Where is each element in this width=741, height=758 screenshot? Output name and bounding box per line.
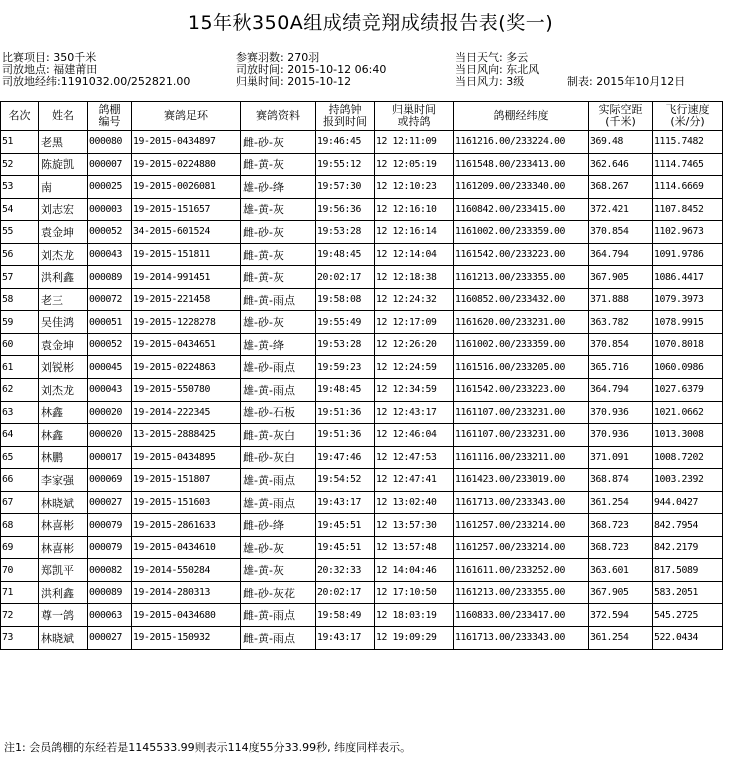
table-row [1, 153, 723, 176]
cell-name: 林喜彬 [39, 536, 88, 559]
cell-rank: 59 [1, 311, 39, 334]
cell-loft-coordinates: 1161002.00/233359.00 [454, 221, 589, 244]
cell-speed: 1115.7482 [653, 131, 723, 154]
release-coordinates: 司放地经纬:1191032.00/252821.00 [2, 75, 191, 88]
cell-loft-id: 000025 [88, 176, 132, 199]
cell-speed: 1107.8452 [653, 198, 723, 221]
cell-ring-number: 19-2015-0434610 [132, 536, 241, 559]
cell-arrival-time: 12 12:17:09 [375, 311, 454, 334]
cell-ring-number: 19-2015-0434897 [132, 131, 241, 154]
table-row [1, 401, 723, 424]
cell-loft-coordinates: 1161116.00/233211.00 [454, 446, 589, 469]
cell-loft-id: 000052 [88, 221, 132, 244]
cell-loft-id: 000051 [88, 311, 132, 334]
header-name-line: 姓名 [52, 109, 74, 122]
cell-ring-number: 19-2014-991451 [132, 266, 241, 289]
cell-speed: 1078.9915 [653, 311, 723, 334]
cell-ring-number: 19-2014-280313 [132, 581, 241, 604]
cell-arrival-time: 12 12:18:38 [375, 266, 454, 289]
info-right [455, 52, 539, 88]
cell-name: 袁金坤 [39, 333, 88, 356]
cell-clock-time: 19:47:46 [316, 446, 375, 469]
cell-rank: 64 [1, 424, 39, 447]
cell-rank: 67 [1, 491, 39, 514]
cell-clock-time: 19:53:28 [316, 333, 375, 356]
cell-clock-time: 19:57:30 [316, 176, 375, 199]
cell-loft-coordinates: 1161548.00/233413.00 [454, 153, 589, 176]
table-row [1, 176, 723, 199]
cell-loft-coordinates: 1160833.00/233417.00 [454, 604, 589, 627]
cell-bird-info: 雄-黄-灰 [241, 198, 316, 221]
cell-clock-time: 20:32:33 [316, 559, 375, 582]
cell-loft-id: 000069 [88, 469, 132, 492]
cell-loft-id: 000020 [88, 401, 132, 424]
cell-distance: 368.723 [589, 514, 653, 537]
cell-distance: 361.254 [589, 491, 653, 514]
table-row [1, 469, 723, 492]
cell-name: 刘杰龙 [39, 243, 88, 266]
cell-arrival-time: 12 13:57:30 [375, 514, 454, 537]
cell-bird-info: 雌-黄-灰 [241, 266, 316, 289]
cell-loft-id: 000080 [88, 131, 132, 154]
cell-bird-info: 雄-砂-绛 [241, 176, 316, 199]
cell-loft-id: 000027 [88, 627, 132, 650]
cell-rank: 51 [1, 131, 39, 154]
cell-bird-info: 雌-砂-灰白 [241, 446, 316, 469]
race-distance: 比赛项目: 350千米 [2, 51, 97, 64]
cell-distance: 371.091 [589, 446, 653, 469]
cell-speed: 944.0427 [653, 491, 723, 514]
cell-ring-number: 19-2015-1228278 [132, 311, 241, 334]
header-arrival-time-line: 或持鸽 [397, 115, 431, 128]
cell-rank: 70 [1, 559, 39, 582]
cell-ring-number: 19-2015-151807 [132, 469, 241, 492]
cell-clock-time: 19:56:36 [316, 198, 375, 221]
wind-force: 当日风力: 3级 [455, 75, 525, 88]
cell-speed: 1102.9673 [653, 221, 723, 244]
cell-distance: 368.723 [589, 536, 653, 559]
cell-speed: 1013.3008 [653, 424, 723, 447]
cell-distance: 368.874 [589, 469, 653, 492]
cell-speed: 1060.0986 [653, 356, 723, 379]
header-speed [653, 102, 723, 131]
cell-clock-time: 19:48:45 [316, 379, 375, 402]
cell-ring-number: 19-2015-550780 [132, 379, 241, 402]
cell-bird-info: 雄-黄-绛 [241, 333, 316, 356]
cell-distance: 370.854 [589, 221, 653, 244]
cell-speed: 1070.8018 [653, 333, 723, 356]
release-time: 司放时间: 2015-10-12 06:40 [236, 63, 387, 76]
header-rank-line: 名次 [8, 109, 31, 122]
cell-speed: 1114.7465 [653, 153, 723, 176]
cell-arrival-time: 12 12:46:04 [375, 424, 454, 447]
cell-name: 陈旋凯 [39, 153, 88, 176]
cell-arrival-time: 12 12:05:19 [375, 153, 454, 176]
cell-arrival-time: 12 12:47:53 [375, 446, 454, 469]
cell-clock-time: 19:58:49 [316, 604, 375, 627]
cell-ring-number: 19-2015-0434895 [132, 446, 241, 469]
cell-name: 南 [39, 176, 88, 199]
cell-loft-coordinates: 1161620.00/233231.00 [454, 311, 589, 334]
cell-loft-id: 000089 [88, 266, 132, 289]
table-row [1, 536, 723, 559]
entry-count: 参赛羽数: 270羽 [236, 51, 320, 64]
table-body [1, 131, 723, 650]
cell-clock-time: 19:45:51 [316, 514, 375, 537]
cell-ring-number: 19-2015-221458 [132, 288, 241, 311]
cell-loft-id: 000020 [88, 424, 132, 447]
header-loft-id-line: 编号 [98, 115, 121, 128]
cell-rank: 65 [1, 446, 39, 469]
cell-rank: 66 [1, 469, 39, 492]
weather: 当日天气: 多云 [455, 51, 529, 64]
cell-rank: 62 [1, 379, 39, 402]
table-row [1, 379, 723, 402]
cell-name: 林喜彬 [39, 514, 88, 537]
cell-clock-time: 19:43:17 [316, 491, 375, 514]
cell-rank: 68 [1, 514, 39, 537]
cell-distance: 362.646 [589, 153, 653, 176]
cell-name: 洪利鑫 [39, 266, 88, 289]
table-row [1, 221, 723, 244]
header-name [39, 102, 88, 131]
cell-arrival-time: 12 12:43:17 [375, 401, 454, 424]
cell-arrival-time: 12 12:24:59 [375, 356, 454, 379]
return-date: 归巢时间: 2015-10-12 [236, 75, 352, 88]
cell-bird-info: 雌-黄-灰 [241, 243, 316, 266]
cell-speed: 583.2051 [653, 581, 723, 604]
cell-name: 袁金坤 [39, 221, 88, 244]
wind-direction: 当日风向: 东北风 [455, 63, 540, 76]
header-clock-time [316, 102, 375, 131]
cell-speed: 1008.7202 [653, 446, 723, 469]
cell-bird-info: 雄-黄-雨点 [241, 379, 316, 402]
cell-bird-info: 雌-黄-雨点 [241, 288, 316, 311]
cell-bird-info: 雌-砂-灰花 [241, 581, 316, 604]
cell-rank: 69 [1, 536, 39, 559]
table-row [1, 131, 723, 154]
made-date: 制表: 2015年10月12日 [567, 75, 686, 88]
cell-loft-id: 000082 [88, 559, 132, 582]
header-ring-number [132, 102, 241, 131]
cell-distance: 367.905 [589, 266, 653, 289]
cell-loft-id: 000043 [88, 379, 132, 402]
cell-speed: 842.2179 [653, 536, 723, 559]
cell-loft-coordinates: 1160852.00/233432.00 [454, 288, 589, 311]
cell-arrival-time: 12 12:47:41 [375, 469, 454, 492]
cell-name: 林晓斌 [39, 627, 88, 650]
cell-rank: 58 [1, 288, 39, 311]
cell-loft-coordinates: 1161516.00/233205.00 [454, 356, 589, 379]
cell-clock-time: 19:48:45 [316, 243, 375, 266]
cell-rank: 63 [1, 401, 39, 424]
cell-rank: 53 [1, 176, 39, 199]
cell-loft-id: 000072 [88, 288, 132, 311]
cell-distance: 361.254 [589, 627, 653, 650]
cell-bird-info: 雌-黄-雨点 [241, 627, 316, 650]
cell-speed: 817.5089 [653, 559, 723, 582]
cell-loft-id: 000063 [88, 604, 132, 627]
header-distance-line: 实际空距 [598, 103, 643, 116]
cell-loft-coordinates: 1161216.00/233224.00 [454, 131, 589, 154]
cell-rank: 73 [1, 627, 39, 650]
cell-rank: 60 [1, 333, 39, 356]
cell-arrival-time: 12 12:24:32 [375, 288, 454, 311]
cell-bird-info: 雌-砂-灰 [241, 131, 316, 154]
cell-name: 林晓斌 [39, 491, 88, 514]
cell-arrival-time: 12 12:14:04 [375, 243, 454, 266]
cell-speed: 1027.6379 [653, 379, 723, 402]
cell-distance: 370.854 [589, 333, 653, 356]
cell-distance: 367.905 [589, 581, 653, 604]
cell-ring-number: 19-2014-222345 [132, 401, 241, 424]
cell-clock-time: 19:43:17 [316, 627, 375, 650]
cell-loft-id: 000052 [88, 333, 132, 356]
cell-ring-number: 19-2015-150932 [132, 627, 241, 650]
cell-rank: 61 [1, 356, 39, 379]
cell-arrival-time: 12 12:26:20 [375, 333, 454, 356]
cell-arrival-time: 12 12:10:23 [375, 176, 454, 199]
cell-name: 林鑫 [39, 424, 88, 447]
cell-ring-number: 13-2015-2888425 [132, 424, 241, 447]
cell-rank: 55 [1, 221, 39, 244]
cell-bird-info: 雌-黄-雨点 [241, 604, 316, 627]
cell-ring-number: 19-2015-151603 [132, 491, 241, 514]
cell-name: 老三 [39, 288, 88, 311]
table-row [1, 333, 723, 356]
header-arrival-time [375, 102, 454, 131]
cell-loft-id: 000003 [88, 198, 132, 221]
cell-clock-time: 19:45:51 [316, 536, 375, 559]
cell-clock-time: 19:59:23 [316, 356, 375, 379]
cell-bird-info: 雄-砂-石板 [241, 401, 316, 424]
cell-clock-time: 19:55:49 [316, 311, 375, 334]
header-speed-line: 飞行速度 [665, 103, 710, 116]
cell-loft-coordinates: 1161713.00/233343.00 [454, 491, 589, 514]
cell-bird-info: 雌-砂-灰 [241, 221, 316, 244]
header-clock-time-line: 报到时间 [323, 115, 367, 128]
table-row [1, 266, 723, 289]
cell-bird-info: 雄-黄-灰 [241, 559, 316, 582]
cell-bird-info: 雄-黄-雨点 [241, 491, 316, 514]
cell-distance: 370.936 [589, 401, 653, 424]
cell-arrival-time: 12 12:16:10 [375, 198, 454, 221]
table-row [1, 446, 723, 469]
cell-arrival-time: 12 13:57:48 [375, 536, 454, 559]
cell-loft-coordinates: 1161257.00/233214.00 [454, 514, 589, 537]
header-arrival-time-line: 归巢时间 [392, 103, 436, 116]
cell-speed: 1091.9786 [653, 243, 723, 266]
cell-name: 林鹏 [39, 446, 88, 469]
cell-clock-time: 19:53:28 [316, 221, 375, 244]
cell-arrival-time: 12 12:11:09 [375, 131, 454, 154]
cell-loft-coordinates: 1161213.00/233355.00 [454, 581, 589, 604]
cell-name: 刘锐彬 [39, 356, 88, 379]
cell-bird-info: 雌-砂-绛 [241, 514, 316, 537]
cell-clock-time: 19:51:36 [316, 424, 375, 447]
cell-speed: 522.0434 [653, 627, 723, 650]
header-bird-info-line: 赛鸽资料 [256, 109, 300, 122]
header-distance-line: (千米) [605, 115, 636, 128]
cell-speed: 1021.0662 [653, 401, 723, 424]
table-row [1, 581, 723, 604]
cell-loft-coordinates: 1161213.00/233355.00 [454, 266, 589, 289]
cell-distance: 371.888 [589, 288, 653, 311]
cell-ring-number: 19-2014-550284 [132, 559, 241, 582]
cell-loft-id: 000007 [88, 153, 132, 176]
cell-name: 刘志宏 [39, 198, 88, 221]
cell-distance: 372.421 [589, 198, 653, 221]
cell-clock-time: 19:58:08 [316, 288, 375, 311]
cell-speed: 1003.2392 [653, 469, 723, 492]
cell-ring-number: 19-2015-151657 [132, 198, 241, 221]
cell-clock-time: 19:54:52 [316, 469, 375, 492]
cell-speed: 1079.3973 [653, 288, 723, 311]
cell-loft-coordinates: 1161107.00/233231.00 [454, 424, 589, 447]
cell-arrival-time: 12 13:02:40 [375, 491, 454, 514]
cell-loft-coordinates: 1161002.00/233359.00 [454, 333, 589, 356]
cell-loft-coordinates: 1161423.00/233019.00 [454, 469, 589, 492]
cell-ring-number: 19-2015-0434680 [132, 604, 241, 627]
cell-ring-number: 19-2015-151811 [132, 243, 241, 266]
cell-loft-id: 000017 [88, 446, 132, 469]
cell-arrival-time: 12 19:09:29 [375, 627, 454, 650]
table-row [1, 627, 723, 650]
cell-name: 李家强 [39, 469, 88, 492]
cell-ring-number: 19-2015-0026081 [132, 176, 241, 199]
cell-distance: 365.716 [589, 356, 653, 379]
cell-loft-id: 000027 [88, 491, 132, 514]
cell-bird-info: 雄-砂-灰 [241, 536, 316, 559]
cell-speed: 545.2725 [653, 604, 723, 627]
cell-speed: 1114.6669 [653, 176, 723, 199]
cell-clock-time: 20:02:17 [316, 266, 375, 289]
cell-bird-info: 雄-黄-雨点 [241, 469, 316, 492]
table-row [1, 311, 723, 334]
cell-name: 洪利鑫 [39, 581, 88, 604]
footnote: 注1: 会员鸽棚的东经若是1145533.99则表示114度55分33.99秒, 纬度同样表示。 [4, 741, 412, 754]
cell-bird-info: 雄-砂-灰 [241, 311, 316, 334]
cell-name: 刘杰龙 [39, 379, 88, 402]
cell-loft-coordinates: 1161209.00/233340.00 [454, 176, 589, 199]
cell-rank: 72 [1, 604, 39, 627]
header-distance [589, 102, 653, 131]
header-loft-id-line: 鸽棚 [98, 103, 121, 116]
results-table [0, 101, 723, 650]
cell-distance: 363.782 [589, 311, 653, 334]
table-row [1, 424, 723, 447]
header-ring-number-line: 赛鸽足环 [164, 109, 208, 122]
cell-bird-info: 雄-砂-雨点 [241, 356, 316, 379]
cell-loft-id: 000079 [88, 536, 132, 559]
header-speed-line: (米/分) [670, 115, 705, 128]
cell-distance: 368.267 [589, 176, 653, 199]
cell-bird-info: 雌-黄-灰 [241, 153, 316, 176]
header-rank [1, 102, 39, 131]
table-row [1, 198, 723, 221]
header-loft-coordinates [454, 102, 589, 131]
cell-arrival-time: 12 14:04:46 [375, 559, 454, 582]
table-row [1, 243, 723, 266]
cell-loft-coordinates: 1161542.00/233223.00 [454, 243, 589, 266]
cell-name: 老黑 [39, 131, 88, 154]
info-middle [236, 52, 386, 88]
cell-rank: 54 [1, 198, 39, 221]
cell-rank: 71 [1, 581, 39, 604]
info-left [2, 52, 190, 88]
cell-loft-id: 000079 [88, 514, 132, 537]
cell-loft-coordinates: 1161713.00/233343.00 [454, 627, 589, 650]
cell-rank: 57 [1, 266, 39, 289]
cell-name: 郑凯平 [39, 559, 88, 582]
cell-loft-coordinates: 1161257.00/233214.00 [454, 536, 589, 559]
cell-clock-time: 19:55:12 [316, 153, 375, 176]
cell-speed: 1086.4417 [653, 266, 723, 289]
cell-distance: 363.601 [589, 559, 653, 582]
cell-distance: 372.594 [589, 604, 653, 627]
header-clock-time-line: 持鸽钟 [328, 103, 362, 116]
cell-ring-number: 19-2015-2861633 [132, 514, 241, 537]
cell-loft-coordinates: 1161611.00/233252.00 [454, 559, 589, 582]
cell-clock-time: 19:46:45 [316, 131, 375, 154]
header-loft-coordinates-line: 鸽棚经纬度 [493, 109, 549, 122]
report-title: 15年秋350A组成绩竞翔成绩报告表(奖一) [187, 12, 554, 34]
cell-bird-info: 雌-黄-灰白 [241, 424, 316, 447]
cell-loft-id: 000045 [88, 356, 132, 379]
cell-clock-time: 20:02:17 [316, 581, 375, 604]
cell-name: 尊一鸽 [39, 604, 88, 627]
table-row [1, 604, 723, 627]
cell-rank: 52 [1, 153, 39, 176]
header-row [1, 102, 723, 131]
cell-ring-number: 19-2015-0434651 [132, 333, 241, 356]
cell-distance: 364.794 [589, 243, 653, 266]
table-row [1, 514, 723, 537]
cell-loft-id: 000043 [88, 243, 132, 266]
cell-name: 吴佳鸿 [39, 311, 88, 334]
table-row [1, 491, 723, 514]
cell-arrival-time: 12 18:03:19 [375, 604, 454, 627]
cell-ring-number: 34-2015-601524 [132, 221, 241, 244]
cell-speed: 842.7954 [653, 514, 723, 537]
cell-ring-number: 19-2015-0224880 [132, 153, 241, 176]
cell-loft-coordinates: 1160842.00/233415.00 [454, 198, 589, 221]
cell-name: 林鑫 [39, 401, 88, 424]
cell-rank: 56 [1, 243, 39, 266]
cell-arrival-time: 12 12:34:59 [375, 379, 454, 402]
cell-loft-id: 000089 [88, 581, 132, 604]
cell-arrival-time: 12 17:10:50 [375, 581, 454, 604]
cell-distance: 364.794 [589, 379, 653, 402]
table-row [1, 356, 723, 379]
cell-distance: 369.48 [589, 131, 653, 154]
header-bird-info [241, 102, 316, 131]
cell-arrival-time: 12 12:16:14 [375, 221, 454, 244]
cell-distance: 370.936 [589, 424, 653, 447]
cell-loft-coordinates: 1161542.00/233223.00 [454, 379, 589, 402]
header-loft-id [88, 102, 132, 131]
cell-ring-number: 19-2015-0224863 [132, 356, 241, 379]
cell-loft-coordinates: 1161107.00/233231.00 [454, 401, 589, 424]
release-location: 司放地点: 福建莆田 [2, 63, 98, 76]
table-row [1, 288, 723, 311]
cell-clock-time: 19:51:36 [316, 401, 375, 424]
table-row [1, 559, 723, 582]
